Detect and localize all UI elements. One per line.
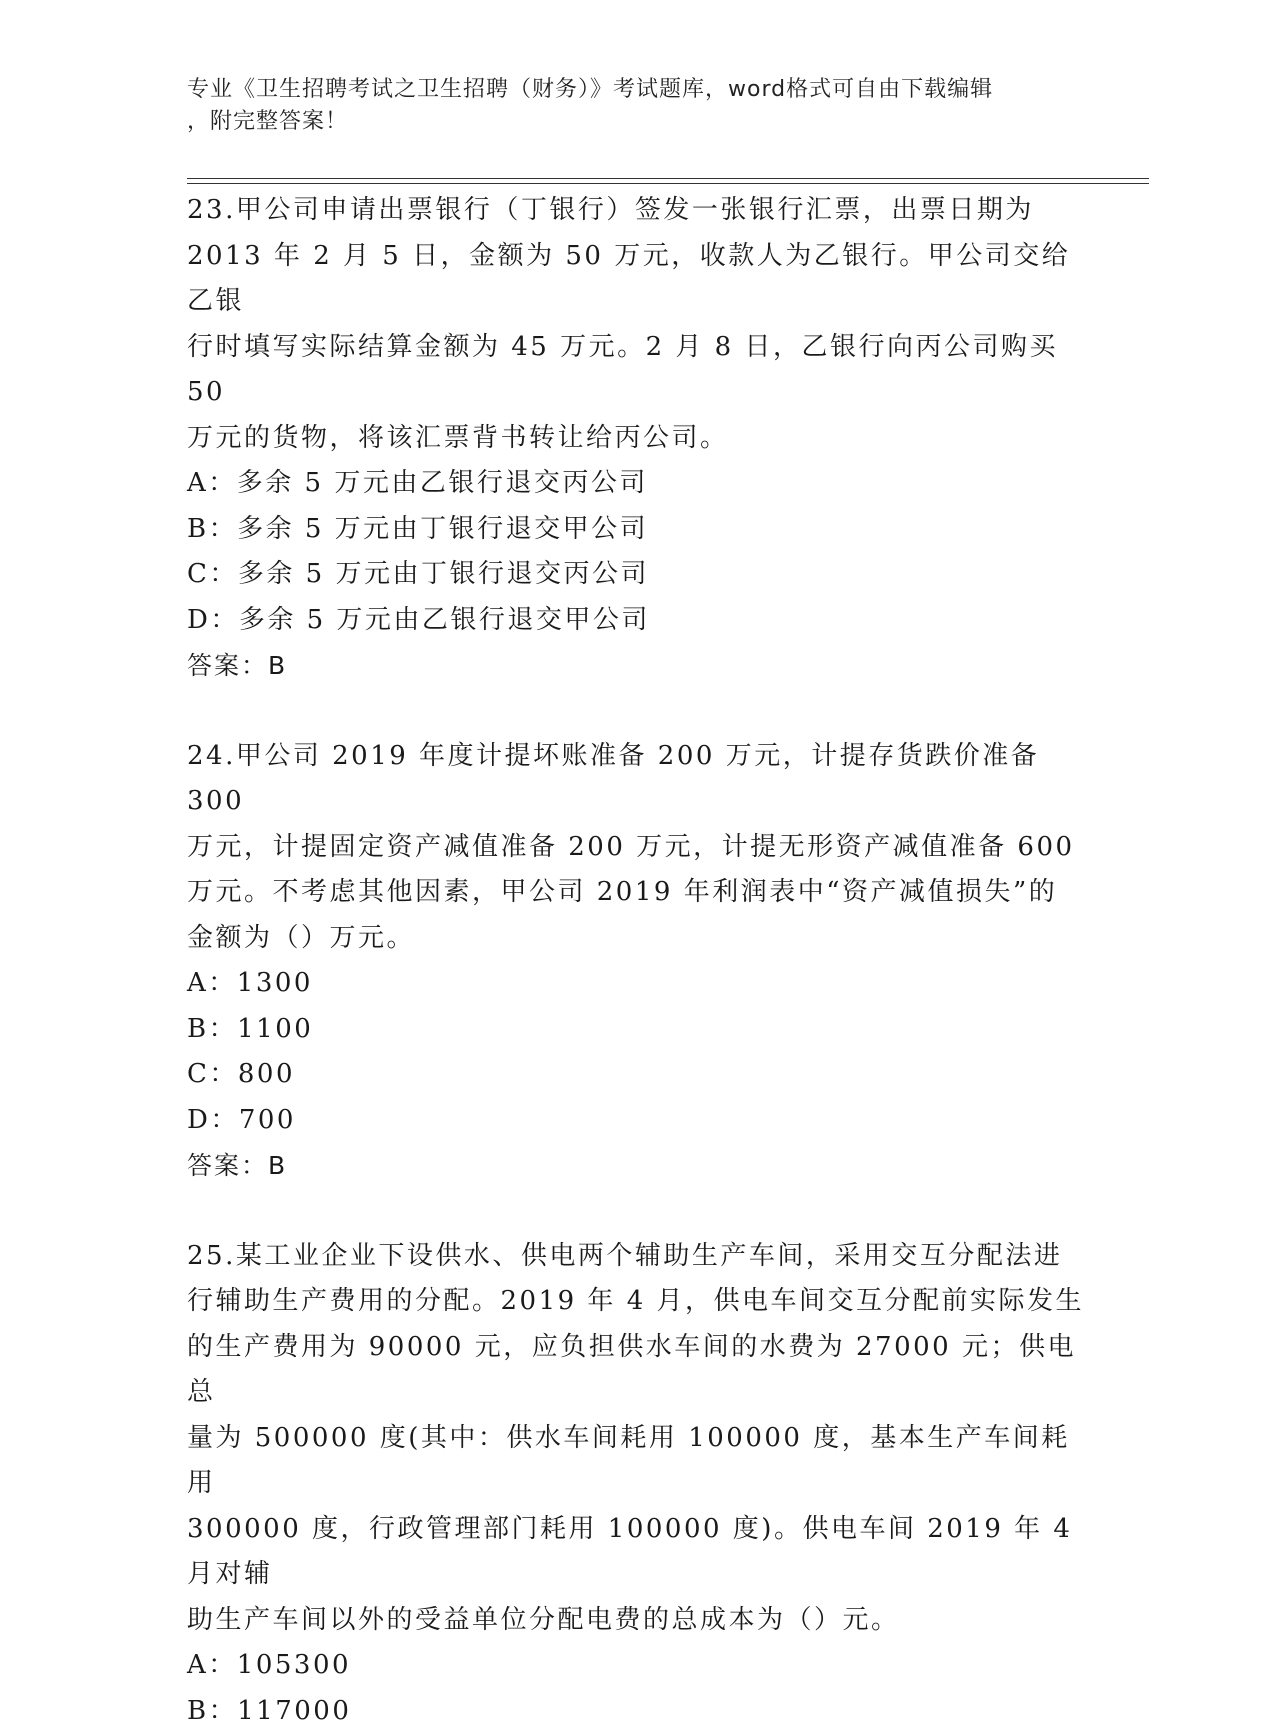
header-rule-top bbox=[187, 178, 1149, 179]
question-25-line-3: 的生产费用为 90000 元，应负担供水车间的水费为 27000 元；供电总 bbox=[187, 1325, 1087, 1416]
question-23-answer: 答案：B bbox=[187, 643, 1087, 689]
question-25 bbox=[187, 1234, 1087, 1734]
question-24-line-1: 24.甲公司 2019 年度计提坏账准备 200 万元，计提存货跌价准备 300 bbox=[187, 734, 1087, 825]
question-24-option-d: D：700 bbox=[187, 1098, 1087, 1144]
question-23-line-1: 23.甲公司申请出票银行（丁银行）签发一张银行汇票，出票日期为 bbox=[187, 188, 1087, 234]
question-23-option-c: C：多余 5 万元由丁银行退交丙公司 bbox=[187, 552, 1087, 598]
header-line-1: 专业《卫生招聘考试之卫生招聘（财务）》考试题库，word格式可自由下载编辑 bbox=[187, 74, 1087, 106]
question-23-line-2: 2013 年 2 月 5 日，金额为 50 万元，收款人为乙银行。甲公司交给乙银 bbox=[187, 234, 1087, 325]
question-24-line-4: 金额为（）万元。 bbox=[187, 916, 1087, 962]
question-23-line-3: 行时填写实际结算金额为 45 万元。2 月 8 日，乙银行向丙公司购买 50 bbox=[187, 325, 1087, 416]
header-line-2: ，附完整答案！ bbox=[187, 106, 1087, 138]
question-24-option-b: B：1100 bbox=[187, 1007, 1087, 1053]
question-24-line-2: 万元，计提固定资产减值准备 200 万元，计提无形资产减值准备 600 bbox=[187, 825, 1087, 871]
question-23-option-b: B：多余 5 万元由丁银行退交甲公司 bbox=[187, 507, 1087, 553]
header-rule-bottom bbox=[187, 183, 1149, 184]
question-25-option-a: A：105300 bbox=[187, 1643, 1087, 1689]
question-24-line-3: 万元。不考虑其他因素，甲公司 2019 年利润表中“资产减值损失”的 bbox=[187, 870, 1087, 916]
question-25-line-5: 300000 度，行政管理部门耗用 100000 度)。供电车间 2019 年 4 月对辅 bbox=[187, 1507, 1087, 1598]
question-24-option-a: A：1300 bbox=[187, 961, 1087, 1007]
question-25-line-2: 行辅助生产费用的分配。2019 年 4 月，供电车间交互分配前实际发生 bbox=[187, 1279, 1087, 1325]
question-25-line-1: 25.某工业企业下设供水、供电两个辅助生产车间，采用交互分配法进 bbox=[187, 1234, 1087, 1280]
question-24 bbox=[187, 734, 1087, 1189]
question-23 bbox=[187, 188, 1087, 689]
question-25-line-6: 助生产车间以外的受益单位分配电费的总成本为（）元。 bbox=[187, 1598, 1087, 1644]
question-25-line-4: 量为 500000 度(其中：供水车间耗用 100000 度，基本生产车间耗用 bbox=[187, 1416, 1087, 1507]
question-24-answer: 答案：B bbox=[187, 1143, 1087, 1189]
question-25-option-b: B：117000 bbox=[187, 1689, 1087, 1734]
question-list bbox=[187, 188, 1087, 1734]
question-23-option-a: A：多余 5 万元由乙银行退交丙公司 bbox=[187, 461, 1087, 507]
question-23-line-4: 万元的货物，将该汇票背书转让给丙公司。 bbox=[187, 416, 1087, 462]
question-24-option-c: C：800 bbox=[187, 1052, 1087, 1098]
page-header bbox=[187, 74, 1087, 138]
question-23-option-d: D：多余 5 万元由乙银行退交甲公司 bbox=[187, 598, 1087, 644]
